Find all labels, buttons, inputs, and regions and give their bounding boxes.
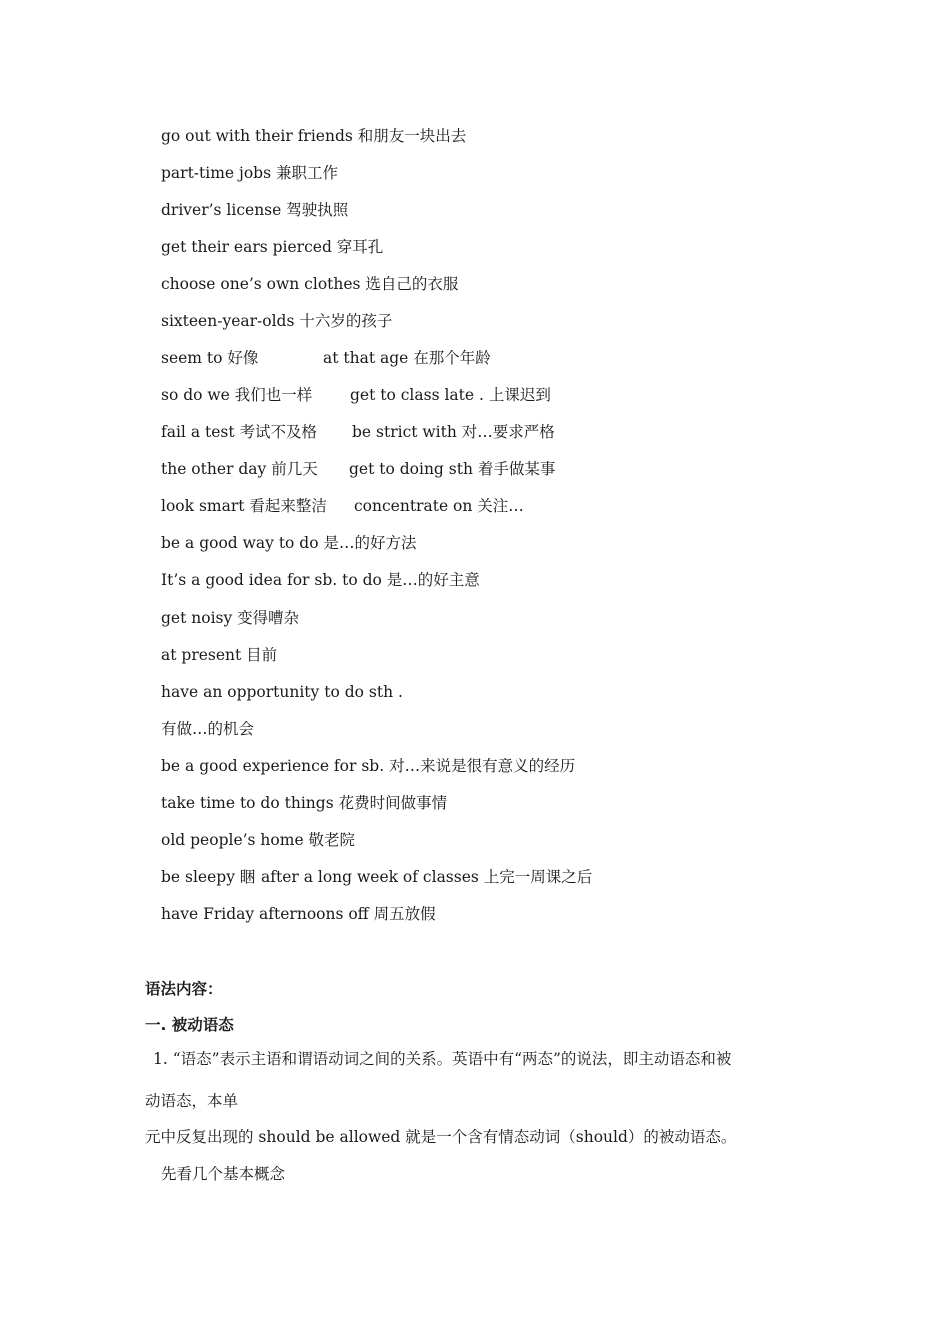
vocab-term: get to class late . 上课迟到 [350,386,551,404]
vocab-line: part-time jobs 兼职工作 [161,164,338,182]
vocab-line: 有做…的机会 [161,720,255,738]
vocab-term: be strict with 对…要求严格 [352,423,555,441]
vocab-line: old people’s home 敬老院 [161,831,356,849]
vocab-line: go out with their friends 和朋友一块出去 [161,127,467,145]
vocab-line: sixteen-year-olds 十六岁的孩子 [161,312,393,330]
vocab-term: at that age 在那个年龄 [323,349,491,367]
vocab-line [161,867,593,887]
vocab-term: look smart 看起来整洁 [161,497,327,515]
vocab-line [161,496,524,516]
vocab-line: driver’s license 驾驶执照 [161,201,349,219]
vocab-line: take time to do things 花费时间做事情 [161,794,448,812]
vocab-term: be sleepy 睏 [161,868,256,886]
paragraph-line: 动语态，本单 [145,1092,239,1110]
vocab-term: concentrate on 关注… [354,497,524,515]
vocab-term: so do we 我们也一样 [161,386,313,404]
paragraph-line: 1. “语态”表示主语和谓语动词之间的关系。英语中有“两态”的说法，即主动语态和被 [153,1050,732,1068]
vocab-line: get noisy 变得嘈杂 [161,609,300,627]
vocab-term: after a long week of classes 上完一周课之后 [261,868,593,886]
vocab-line: have Friday afternoons off 周五放假 [161,905,436,923]
vocab-line: get their ears pierced 穿耳孔 [161,238,384,256]
vocab-line [161,348,491,368]
vocab-line: have an opportunity to do sth . [161,683,403,701]
paragraph-line: 元中反复出现的 should be allowed 就是一个含有情态动词（should）的被动语态。 [145,1128,737,1146]
vocab-line [161,459,556,479]
vocab-line: choose one’s own clothes 选自己的衣服 [161,275,459,293]
vocab-line [161,422,555,442]
vocab-line: be a good way to do 是…的好方法 [161,534,417,552]
vocab-term: the other day 前几天 [161,460,318,478]
vocab-line [161,385,551,405]
vocab-line: at present 目前 [161,646,278,664]
vocab-term: fail a test 考试不及格 [161,423,317,441]
paragraph-line: 先看几个基本概念 [161,1165,286,1183]
vocab-line: be a good experience for sb. 对…来说是很有意义的经历 [161,757,576,775]
vocab-term: seem to 好像 [161,349,259,367]
vocab-line: It’s a good idea for sb. to do 是…的好主意 [161,571,480,589]
section-title: 语法内容： [145,980,223,998]
vocab-term: get to doing sth 着手做某事 [349,460,556,478]
subsection-title: 一. 被动语态 [145,1016,234,1034]
